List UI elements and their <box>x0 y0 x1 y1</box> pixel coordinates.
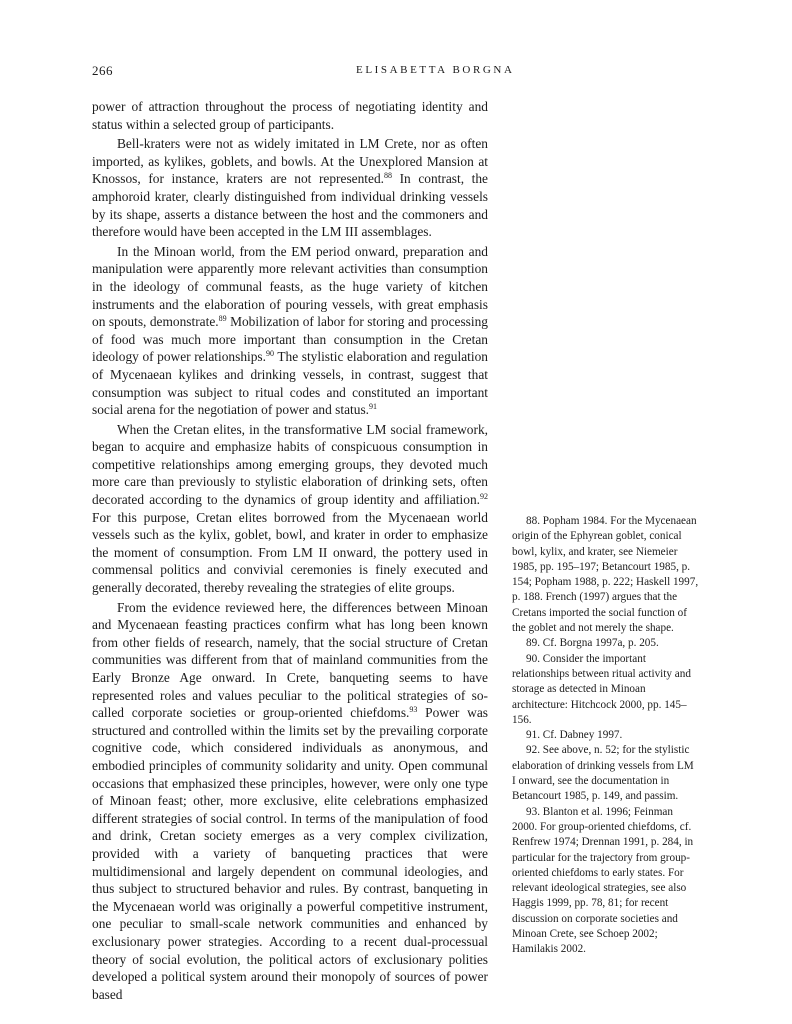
footnote-92: 92. See above, n. 52; for the stylistic elaboration of drinking vessels from LM I onward, see the documentation in Betancourt 1985, p. 149, and passim. <box>512 744 694 803</box>
footnote-ref[interactable]: 93 <box>409 705 418 715</box>
footnote-ref[interactable]: 91 <box>369 402 378 412</box>
paragraph <box>92 135 488 241</box>
paragraph-text: Bell-kraters were not as widely imitated in LM Crete, nor as often imported, as kylikes, goblets, and bowls. At the Unexplored Mansion at Knossos, for instance, kraters are not represented. <box>92 136 488 187</box>
paragraph-text: In contrast, the amphoroid krater, clearly distinguished from individual drinking vessels by its shape, asserts a distance between the host and the commoners and therefore would have been accepted in the LM III assemblages. <box>92 171 488 240</box>
footnote-93: 93. Blanton et al. 1996; Feinman 2000. For group-oriented chiefdoms, cf. Renfrew 1974; Drennan 1991, p. 284, in particular for the trajectory from group-oriented chiefdoms to early states. For relevant ideological strategies, see also Haggis 1999, pp. 78, 81; for recent discussion on corporate societies and Minoan Crete, see Schoep 2002; Hamilakis 2002. <box>512 805 694 956</box>
paragraph <box>92 243 488 419</box>
footnote-88: 88. Popham 1984. For the Mycenaean origin of the Ephyrean goblet, conical bowl, kylix, and krater, see Niemeier 1985, pp. 195–197; Betancourt 1985, p. 154; Popham 1988, p. 222; Haskell 1997, p. 188. French (1997) argues that the Cretans imported the social function of the goblet and not merely the shape. <box>512 515 699 635</box>
paragraph-text: In the Minoan world, from the EM period onward, preparation and manipulation were apparently more relevant activities than consumption in the ideology of communal feasts, as the huge variety of kitchen instruments and the elaboration of pouring vessels, with great emphasis on spouts, demonstrate. <box>92 243 488 330</box>
paragraph-text: For this purpose, Cretan elites borrowed from the Mycenaean world vessels such as the kylix, goblet, bowl, and krater in order to emphasize the moment of consumption. From LM II onward, the pottery used in commensal politics and convivial ceremonies is finely executed and generally decorated, thereby revealing the strategies of elite groups. <box>92 509 488 596</box>
footnote-89: 89. Cf. Borgna 1997a, p. 205. <box>526 637 659 650</box>
paragraph-text: Mobilization of labor for storing and processing of food was much more important than consumption in the Cretan ideology of power relationships. <box>92 314 488 365</box>
page-number: 266 <box>92 63 113 78</box>
paragraph-text: power of attraction throughout the process of negotiating identity and status within a selected group of participants. <box>92 99 488 132</box>
paragraph-text: When the Cretan elites, in the transformative LM social framework, began to acquire and emphasize habits of conspicuous consumption in competitive relationships among emerging groups, they devoted much more care than previously to stylistic elaboration of drinking sets, often decorated according to the dynamics of group identity and affiliation. <box>92 421 488 508</box>
footnote-ref[interactable]: 88 <box>384 171 392 181</box>
footnote-ref[interactable]: 92 <box>480 492 488 502</box>
paragraph-text: From the evidence reviewed here, the differences between Minoan and Mycenaean feasting practices confirm what has long been known from other fields of research, namely, that the social structure of Cretan communities was different from that of mainland communities from the Early Bronze Age onward. In Crete, banqueting seems to have represented roles and values peculiar to the political strategies of so-called corporate societies or group-oriented chiefdoms. <box>92 599 488 721</box>
running-head: ELISABETTA BORGNA <box>356 64 515 76</box>
footnote-90: 90. Consider the important relationships between ritual activity and storage as detected in Minoan architecture: Hitchcock 2000, pp. 145–156. <box>512 652 691 726</box>
footnote-91: 91. Cf. Dabney 1997. <box>526 729 623 742</box>
paragraph <box>92 98 488 133</box>
footnote-ref[interactable]: 90 <box>266 349 274 359</box>
paragraph-text: The stylistic elaboration and regulation of Mycenaean kylikes and drinking vessels, in contrast, suggest that consumption was subject to ritual codes and constituted an important social arena for the negotiation of power and status. <box>92 349 488 418</box>
paragraph <box>92 421 488 597</box>
main-text-column <box>92 98 488 1003</box>
footnote-ref[interactable]: 89 <box>218 314 227 324</box>
paragraph-text: Power was structured and controlled within the limits set by the prevailing corporate cognitive code, which considered individuals as anonymous, and embodied principles of community solidarity and unity. Open communal occasions that emphasized these principles, however, were only one type of Minoan feast; other, more exclusive, elite celebrations emphasized different strategies of social control. In terms of the manipulation of food and drink, Cretan society emerges as a very complex civilization, provided with a variety of banqueting practices that were multidimensional and largely dependent on communal ideologies, and thus subject to structured behavior and rules. By contrast, banqueting in the Mycenaean world was originally a powerful competitive instrument, one peculiar to small-scale network communities and enhanced by exclusionary power strategies. According to a recent dual-processual theory of social evolution, the political actors of exclusionary polities developed a political system around their monopoly of sources of power based <box>92 705 488 1002</box>
paragraph <box>92 599 488 1004</box>
footnotes-column <box>512 514 700 958</box>
